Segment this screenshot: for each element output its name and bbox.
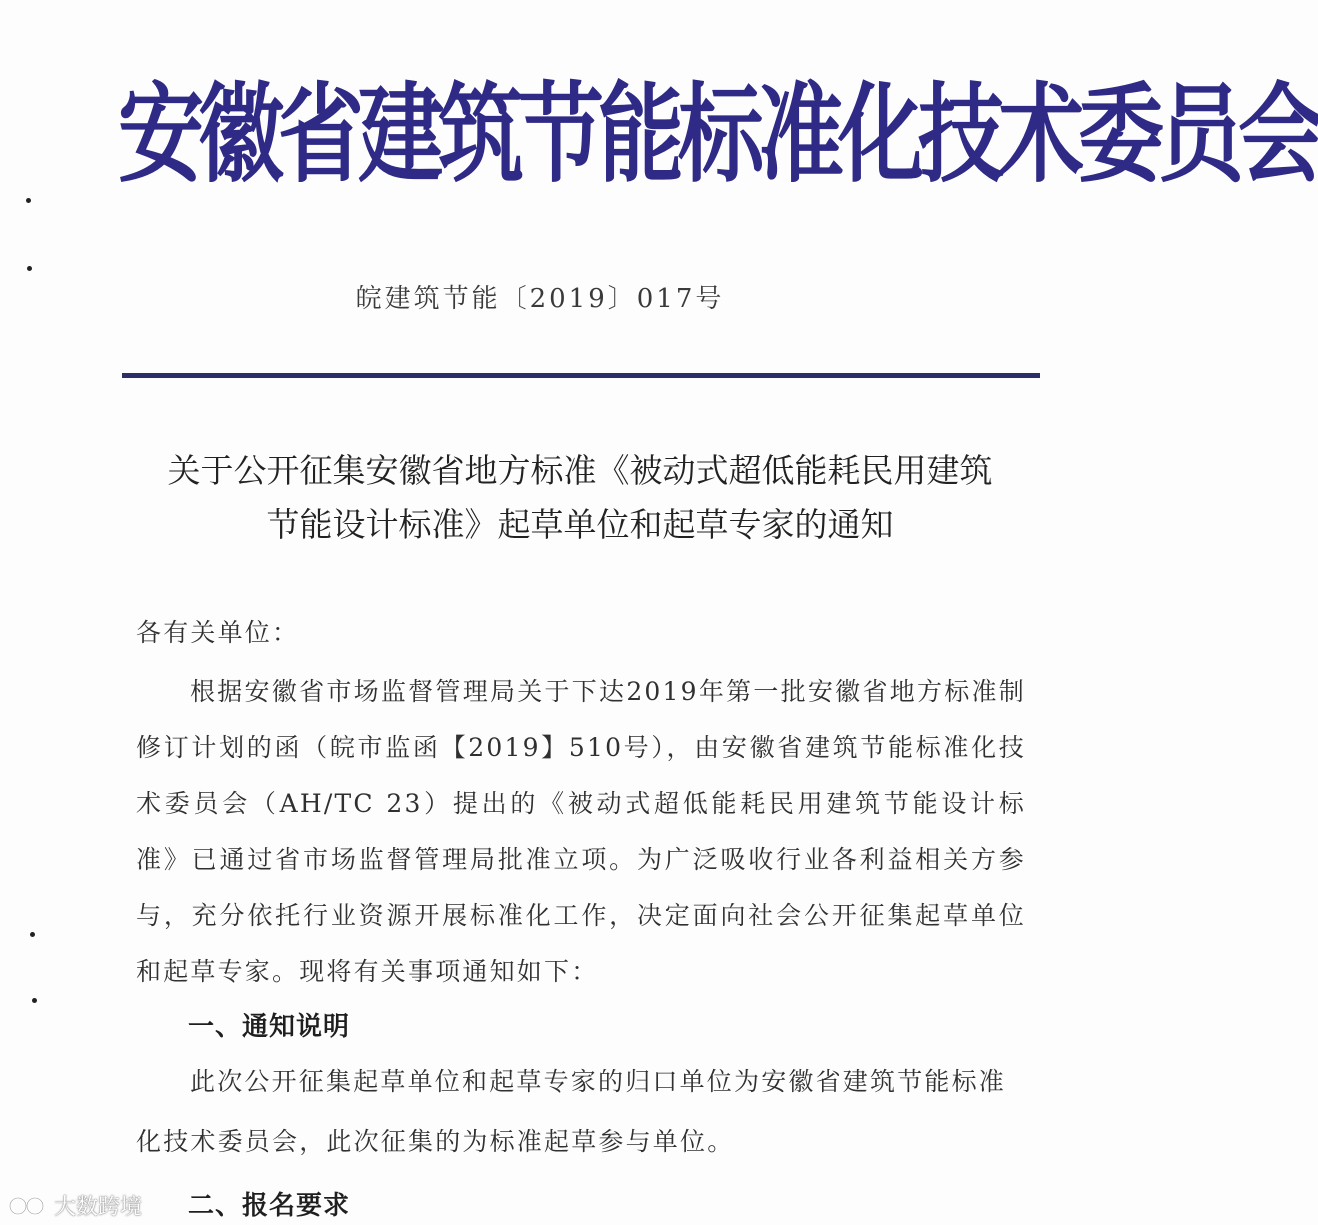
watermark-text: 大数跨境 (54, 1195, 143, 1220)
section1-paragraph: 此次公开征集起草单位和起草专家的归口单位为安徽省建筑节能标准化技术委员会，此次征集的为标准起草参与单位。 (136, 1067, 1007, 1156)
scan-speck (27, 266, 32, 271)
header-divider (122, 373, 1040, 378)
notice-title-line2: 节能设计标准》起草单位和起草专家的通知 (266, 505, 894, 544)
intro-paragraph: 根据安徽省市场监督管理局关于下达2019年第一批安徽省地方标准制修订计划的函（皖市监函【2019】510号），由安徽省建筑节能标准化技术委员会（AH/TC 23）提出的《被动式超低能耗民用建筑节能设计标准》已通过省市场监督管理局批准立项。为广泛吸收行业各利益相关方参与，充分依托行业资源开展标准化工作，决定面向社会公开征集起草单位和起草专家。现将有关事项通知如下： (136, 677, 1026, 986)
notice-title-line1: 关于公开征集安徽省地方标准《被动式超低能耗民用建筑 (167, 451, 993, 490)
document-number: 皖建筑节能〔2019〕017号 (355, 284, 725, 314)
org-title: 安徽省建筑节能标准化技术委员会 (118, 72, 1318, 198)
watermark-logo-icon (8, 1193, 48, 1219)
watermark (8, 1190, 142, 1221)
section1-heading: 一、通知说明 (188, 1012, 351, 1042)
scan-speck (30, 932, 35, 937)
section2-heading: 二、报名要求 (188, 1191, 351, 1221)
salutation: 各有关单位： (136, 618, 300, 647)
scan-speck (26, 198, 31, 203)
scan-speck (32, 998, 37, 1003)
notice-title (120, 444, 1040, 552)
